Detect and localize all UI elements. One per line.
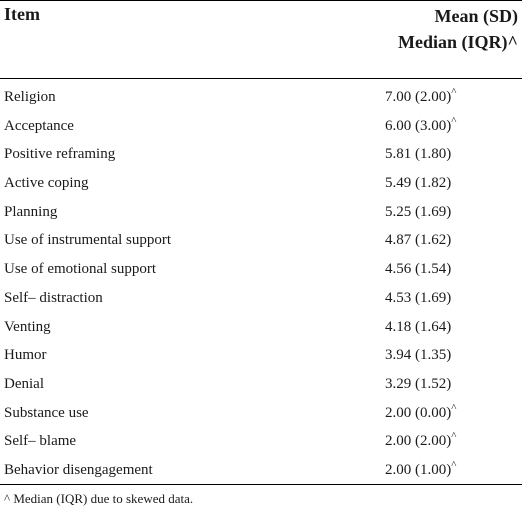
table-row [0, 256, 522, 285]
row-value-text: 4.56 (1.54) [385, 261, 452, 278]
median-marker: ^ [451, 86, 457, 98]
row-item-label: Planning [4, 203, 58, 220]
row-value [385, 204, 451, 221]
row-value-text: 4.53 (1.69) [385, 289, 452, 306]
header-stat-line2: Median (IQR)^ [398, 32, 518, 52]
row-value [385, 290, 451, 307]
row-item-label: Substance use [4, 404, 89, 421]
row-value-text: 2.00 (1.00) [385, 461, 452, 478]
table-row [0, 314, 522, 343]
row-value-text: 4.18 (1.64) [385, 318, 452, 335]
row-item-label: Self– distraction [4, 289, 103, 306]
table-row [0, 428, 522, 457]
row-value-text: 5.25 (1.69) [385, 203, 452, 220]
row-item-label: Positive reframing [4, 146, 116, 163]
median-marker: ^ [451, 401, 457, 414]
row-value-text: 4.87 (1.62) [385, 232, 452, 249]
row-value-text: 6.00 (3.00) [385, 117, 452, 134]
header-rule [0, 78, 522, 79]
table-row [0, 400, 522, 429]
row-item-label: Religion [4, 89, 56, 105]
row-item-label: Use of instrumental support [4, 232, 172, 249]
row-item-label: Venting [4, 318, 51, 335]
header-item: Item [4, 4, 40, 24]
row-value [385, 458, 457, 479]
table-body [0, 84, 522, 486]
table-row [0, 285, 522, 314]
median-marker: ^ [451, 114, 457, 127]
table-row [0, 371, 522, 400]
table-header [0, 0, 522, 79]
table-row [0, 84, 522, 113]
row-value [385, 114, 457, 135]
row-item-label: Self– blame [4, 433, 77, 450]
row-value [385, 430, 457, 450]
median-marker: ^ [451, 458, 457, 471]
row-value-text: 3.29 (1.52) [385, 375, 452, 392]
row-value-text: 5.49 (1.82) [385, 175, 452, 192]
row-item-label: Denial [4, 375, 44, 392]
table-row [0, 170, 522, 199]
row-value-text: 3.94 (1.35) [385, 347, 452, 364]
row-value [385, 86, 457, 106]
row-value [385, 319, 451, 336]
row-item-label: Active coping [4, 175, 89, 192]
median-marker: ^ [451, 430, 457, 443]
row-item-label: Behavior disengagement [4, 461, 153, 478]
row-value [385, 347, 451, 364]
row-value [385, 146, 451, 163]
bottom-rule [0, 484, 522, 485]
header-stat-line1: Mean (SD) [434, 6, 518, 26]
row-value [385, 232, 451, 249]
table-row [0, 227, 522, 256]
row-value [385, 376, 451, 393]
row-value [385, 261, 451, 278]
table-row [0, 342, 522, 371]
row-item-label: Use of emotional support [4, 261, 157, 278]
table-row [0, 199, 522, 228]
header-stat [398, 3, 518, 55]
row-value-text: 2.00 (2.00) [385, 433, 452, 450]
table-row [0, 457, 522, 486]
row-item-label: Acceptance [4, 117, 74, 134]
row-value [385, 175, 451, 192]
row-value-text: 5.81 (1.80) [385, 146, 452, 163]
row-value-text: 2.00 (0.00) [385, 404, 452, 421]
row-value-text: 7.00 (2.00) [385, 89, 452, 105]
row-item-label: Humor [4, 347, 47, 364]
table-row [0, 141, 522, 170]
row-value [385, 401, 457, 422]
footnote: ^ Median (IQR) due to skewed data. [4, 491, 194, 506]
table-row [0, 113, 522, 142]
